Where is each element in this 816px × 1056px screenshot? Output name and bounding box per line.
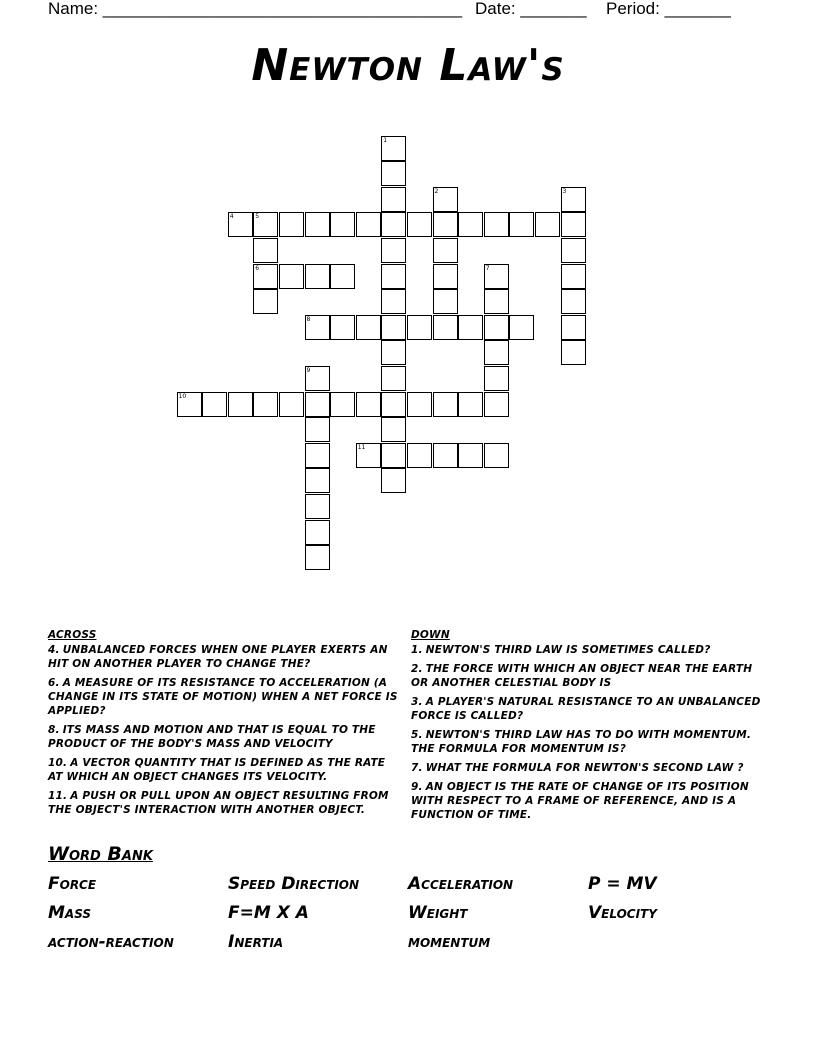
clue-number: 9 [306, 366, 311, 374]
word-bank-item: Speed Direction [228, 874, 360, 894]
word-bank-item: action-reaction [48, 932, 174, 952]
crossword-cell[interactable] [381, 392, 406, 417]
crossword-cell[interactable] [484, 443, 509, 468]
crossword-cell[interactable] [305, 264, 330, 289]
word-bank-item: F=M X A [228, 903, 309, 923]
crossword-cell[interactable] [381, 443, 406, 468]
crossword-cell[interactable] [458, 392, 483, 417]
across-heading: ACROSS [48, 629, 97, 641]
crossword-cell[interactable] [381, 315, 406, 340]
word-bank-item: Mass [48, 903, 92, 923]
crossword-cell[interactable] [433, 392, 458, 417]
down-clue-3: 3. A PLAYER'S NATURAL RESISTANCE TO AN UNBALANCED FORCE IS CALLED? [411, 696, 761, 722]
word-bank-item: Force [48, 874, 97, 894]
crossword-cell[interactable] [330, 264, 355, 289]
crossword-cell[interactable] [356, 392, 381, 417]
crossword-cell[interactable] [509, 315, 534, 340]
name-field: Name: ______________________________________ [48, 0, 463, 18]
crossword-cell[interactable] [279, 212, 304, 237]
across-clue-4: 4. UNBALANCED FORCES WHEN ONE PLAYER EXERTS AN HIT ON ANOTHER PLAYER TO CHANGE THE? [48, 644, 388, 670]
clue-number: 7 [485, 264, 490, 272]
word-bank-item: Inertia [228, 932, 284, 952]
crossword-cell[interactable] [381, 340, 406, 365]
down-clue-1: 1. NEWTON'S THIRD LAW IS SOMETIMES CALLED? [411, 644, 711, 656]
crossword-cell[interactable] [381, 366, 406, 391]
across-clue-8: 8. ITS MASS AND MOTION AND THAT IS EQUAL TO THE PRODUCT OF THE BODY'S MASS AND VELOCITY [48, 724, 376, 750]
crossword-cell[interactable] [407, 212, 432, 237]
crossword-cell[interactable] [458, 315, 483, 340]
crossword-cell[interactable] [561, 340, 586, 365]
crossword-cell[interactable] [177, 392, 202, 417]
page-title: Newton Law's [251, 40, 565, 91]
crossword-cell[interactable] [407, 443, 432, 468]
crossword-cell[interactable] [305, 366, 330, 391]
crossword-cell[interactable] [228, 392, 253, 417]
crossword-cell[interactable] [253, 238, 278, 263]
word-bank-item: Weight [408, 903, 468, 923]
clue-number: 2 [434, 187, 439, 195]
crossword-cell[interactable] [433, 315, 458, 340]
across-clues [48, 628, 398, 822]
crossword-cell[interactable] [535, 212, 560, 237]
clue-number: 11 [357, 443, 366, 451]
crossword-cell[interactable] [484, 392, 509, 417]
clue-number: 4 [229, 213, 234, 221]
crossword-cell[interactable] [305, 392, 330, 417]
crossword-cell[interactable] [407, 315, 432, 340]
clue-number: 3 [562, 187, 567, 195]
crossword-cell[interactable] [381, 161, 406, 186]
crossword-cell[interactable] [253, 289, 278, 314]
crossword-cell[interactable] [381, 468, 406, 493]
crossword-cell[interactable] [356, 315, 381, 340]
crossword-cell[interactable] [305, 520, 330, 545]
across-clue-10: 10. A VECTOR QUANTITY THAT IS DEFINED AS THE RATE AT WHICH AN OBJECT CHANGES ITS VELOCITY. [48, 757, 386, 783]
crossword-cell[interactable] [381, 212, 406, 237]
date-field: Date: _______ [475, 0, 587, 18]
crossword-cell[interactable] [484, 340, 509, 365]
crossword-cell[interactable] [561, 238, 586, 263]
down-clue-2: 2. THE FORCE WITH WHICH AN OBJECT NEAR THE EARTH OR ANOTHER CELESTIAL BODY IS [411, 663, 753, 689]
crossword-cell[interactable] [458, 212, 483, 237]
word-bank-item: Acceleration [408, 874, 514, 894]
crossword-cell[interactable] [484, 264, 509, 289]
crossword-cell[interactable] [330, 212, 355, 237]
crossword-cell[interactable] [561, 187, 586, 212]
crossword-cell[interactable] [407, 392, 432, 417]
crossword-cell[interactable] [433, 187, 458, 212]
crossword-cell[interactable] [458, 443, 483, 468]
period-field: Period: _______ [606, 0, 731, 18]
crossword-cell[interactable] [433, 289, 458, 314]
down-clue-5: 5. NEWTON'S THIRD LAW HAS TO DO WITH MOMENTUM. THE FORMULA FOR MOMENTUM IS? [411, 729, 752, 755]
crossword-cell[interactable] [305, 494, 330, 519]
word-bank-item: P = MV [588, 874, 657, 894]
crossword-cell[interactable] [433, 238, 458, 263]
crossword-cell[interactable] [305, 417, 330, 442]
across-clue-11: 11. A PUSH OR PULL UPON AN OBJECT RESULTING FROM THE OBJECT'S INTERACTION WITH ANOTHER OBJECT. [48, 790, 389, 816]
crossword-cell[interactable] [305, 545, 330, 570]
clue-number: 5 [255, 213, 260, 221]
crossword-cell[interactable] [561, 289, 586, 314]
crossword-cell[interactable] [484, 212, 509, 237]
crossword-cell[interactable] [330, 315, 355, 340]
crossword-cell[interactable] [381, 289, 406, 314]
crossword-cell[interactable] [484, 315, 509, 340]
crossword-cell[interactable] [484, 366, 509, 391]
crossword-cell[interactable] [433, 212, 458, 237]
crossword-cell[interactable] [484, 289, 509, 314]
across-clue-6: 6. A MEASURE OF ITS RESISTANCE TO ACCELERATION (A CHANGE IN ITS STATE OF MOTION) WHEN A NET FORCE IS APPLIED? [48, 677, 398, 717]
word-bank-item: Velocity [588, 903, 657, 923]
crossword-cell[interactable] [381, 264, 406, 289]
crossword-cell[interactable] [330, 392, 355, 417]
crossword-cell[interactable] [305, 468, 330, 493]
down-clue-9: 9. AN OBJECT IS THE RATE OF CHANGE OF ITS POSITION WITH RESPECT TO A FRAME OF REFERENCE, AND IS A FUNCTION OF TIME. [411, 781, 749, 821]
crossword-cell[interactable] [561, 264, 586, 289]
crossword-cell[interactable] [356, 443, 381, 468]
crossword-cell[interactable] [253, 392, 278, 417]
crossword-cell[interactable] [381, 238, 406, 263]
crossword-cell[interactable] [381, 417, 406, 442]
down-clues [411, 628, 761, 827]
down-heading: DOWN [411, 629, 450, 641]
clue-number: 8 [306, 315, 311, 323]
crossword-cell[interactable] [305, 212, 330, 237]
crossword-cell[interactable] [433, 264, 458, 289]
crossword-cell[interactable] [305, 315, 330, 340]
crossword-cell[interactable] [433, 443, 458, 468]
crossword-cell[interactable] [305, 443, 330, 468]
crossword-cell[interactable] [561, 212, 586, 237]
crossword-cell[interactable] [279, 264, 304, 289]
clue-number: 6 [255, 264, 260, 272]
crossword-cell[interactable] [253, 264, 278, 289]
crossword-cell[interactable] [561, 315, 586, 340]
word-bank-title: Word Bank [48, 843, 153, 865]
crossword-cell[interactable] [279, 392, 304, 417]
clue-number: 10 [178, 392, 187, 400]
crossword-cell[interactable] [509, 212, 534, 237]
clue-number: 1 [383, 136, 388, 144]
down-clue-7: 7. WHAT THE FORMULA FOR NEWTON'S SECOND LAW ? [411, 762, 744, 774]
crossword-cell[interactable] [356, 212, 381, 237]
crossword-cell[interactable] [202, 392, 227, 417]
crossword-cell[interactable] [253, 212, 278, 237]
word-bank-item: momentum [408, 932, 491, 952]
crossword-cell[interactable] [381, 136, 406, 161]
crossword-cell[interactable] [228, 212, 253, 237]
crossword-cell[interactable] [381, 187, 406, 212]
